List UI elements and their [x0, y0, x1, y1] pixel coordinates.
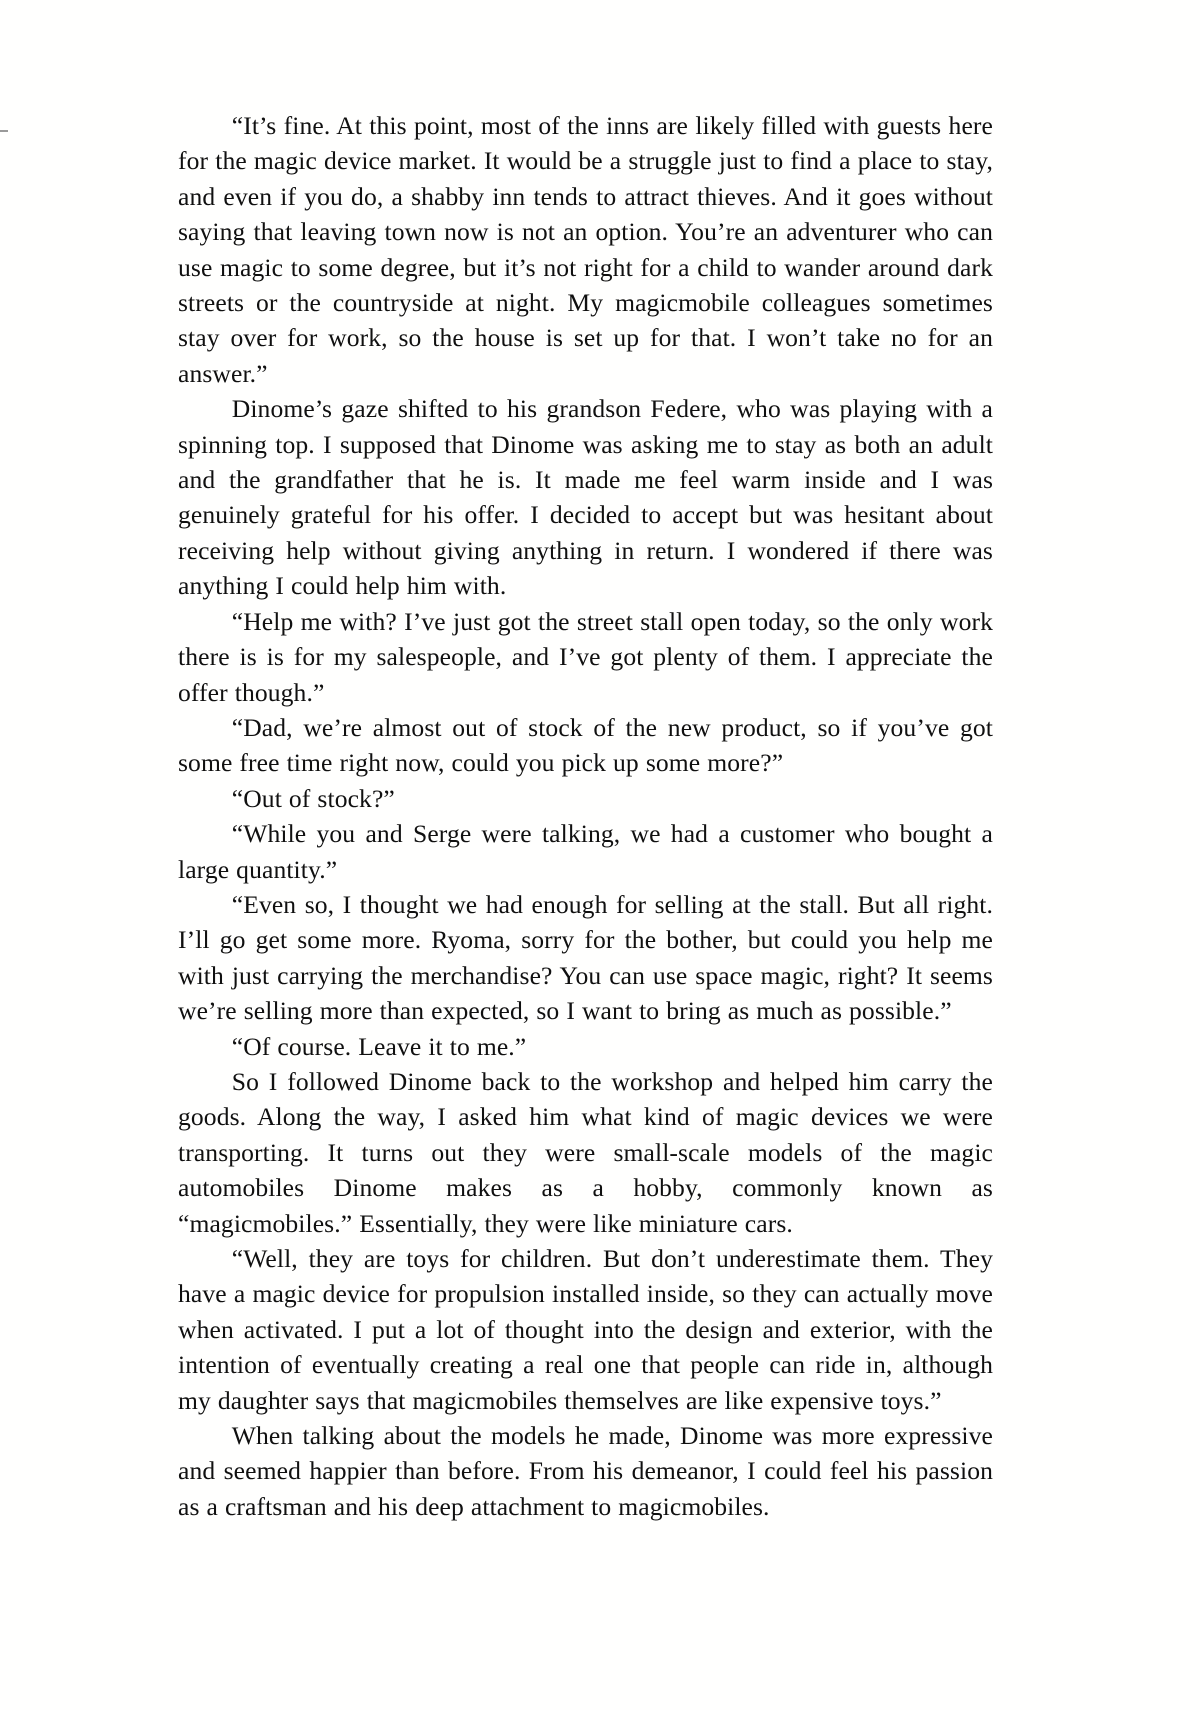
- paragraph: So I followed Dinome back to the workshop and helped him carry the goods. Along the way, I asked him what kind of magic devices we were transporting. It turns out they were small-scale models of the magic automobiles Dinome makes as a hobby, commonly known as “magicmobiles.” Essentially, they were like miniature cars.: [178, 1066, 993, 1238]
- body-text-column: [178, 108, 993, 1524]
- page-edge-mark: [0, 130, 8, 132]
- paragraph: “While you and Serge were talking, we had a customer who bought a large quantity.”: [178, 819, 993, 884]
- paragraph: “Help me with? I’ve just got the street stall open today, so the only work there is is for my salespeople, and I’ve got plenty of them. I appreciate the offer though.”: [178, 606, 993, 707]
- paragraph: “Even so, I thought we had enough for selling at the stall. But all right. I’ll go get some more. Ryoma, sorry for the bother, but could you help me with just carrying the merchandise? You can use space magic, right? It seems we’re selling more than expected, so I want to bring as much as possible.”: [178, 889, 993, 1026]
- paragraph: “It’s fine. At this point, most of the inns are likely filled with guests here for the magic device market. It would be a struggle just to find a place to stay, and even if you do, a shabby inn tends to attract thieves. And it goes without saying that leaving town now is not an option. You’re an adventurer who can use magic to some degree, but it’s not right for a child to wander around dark streets or the countryside at night. My magicmobile colleagues sometimes stay over for work, so the house is set up for that. I won’t take no for an answer.”: [178, 111, 993, 388]
- paragraph: “Well, they are toys for children. But don’t underestimate them. They have a magic device for propulsion installed inside, so they can actually move when activated. I put a lot of thought into the design and exterior, with the intention of eventually creating a real one that people can ride in, although my daughter says that magicmobiles themselves are like expensive toys.”: [178, 1244, 993, 1415]
- paragraph: When talking about the models he made, Dinome was more expressive and seemed happier than before. From his demeanor, I could feel his passion as a craftsman and his deep attachment to magicmobiles.: [178, 1421, 993, 1521]
- paragraph: “Of course. Leave it to me.”: [231, 1031, 527, 1061]
- paragraph: “Out of stock?”: [231, 783, 395, 813]
- paragraph: Dinome’s gaze shifted to his grandson Federe, who was playing with a spinning top. I supposed that Dinome was asking me to stay as both an adult and the grandfather that he is. It made me feel warm inside and I was genuinely grateful for his offer. I decided to accept but was hesitant about receiving help without giving anything in return. I wondered if there was anything I could help him with.: [178, 394, 993, 601]
- paragraph: “Dad, we’re almost out of stock of the new product, so if you’ve got some free time right now, could you pick up some more?”: [178, 712, 993, 778]
